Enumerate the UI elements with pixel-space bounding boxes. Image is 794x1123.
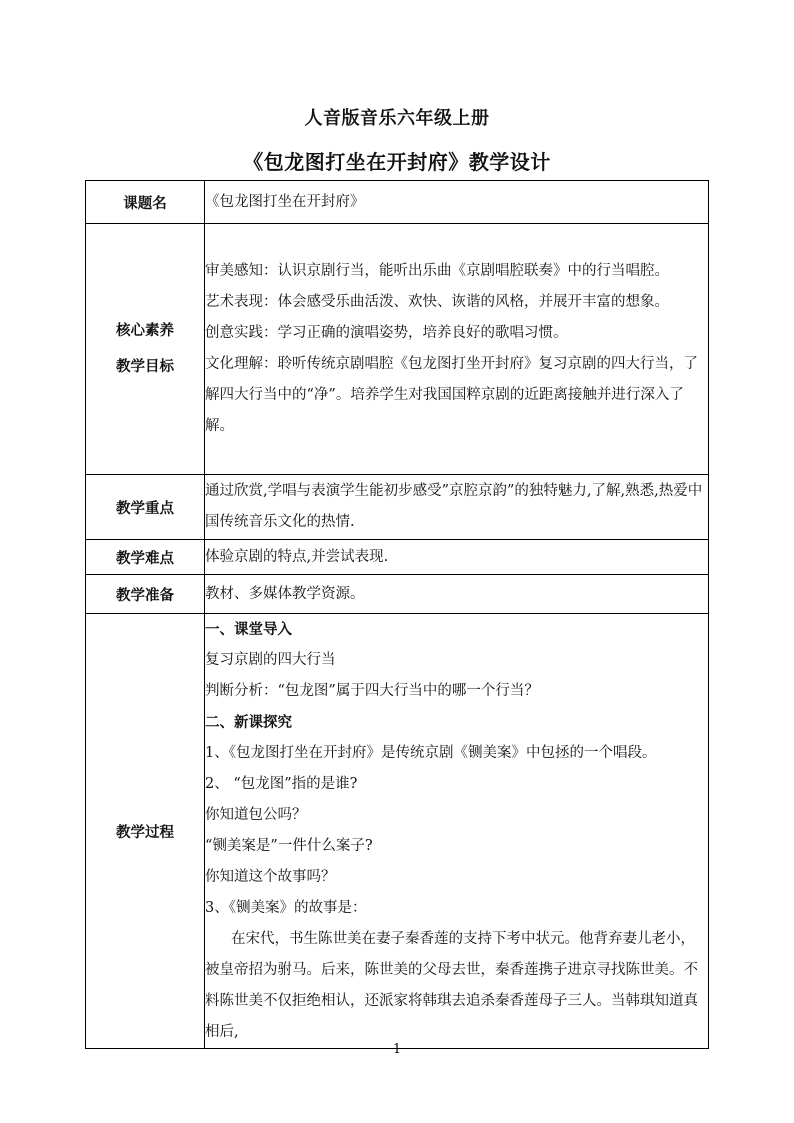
goals-label-line1: 核心素养 [116,322,174,339]
process-line: 判断分析：“包龙图”属于四大行当中的哪一个行当？ [205,683,539,699]
difficulty-label: 教学难点 [86,540,205,575]
process-line: 复习京剧的四大行当 [205,652,336,668]
preparation-value: 教材、多媒体教学资源。 [205,575,709,614]
table-row-difficulty [86,540,709,575]
process-story-paragraph: 在宋代，书生陈世美在妻子秦香莲的支持下考中状元。他背弃妻儿老小，被皇帝招为驸马。后来，陈世美的父母去世，秦香莲携子进京寻找陈世美。不料陈世美不仅拒绝相认，还派家将韩琪去追杀秦香莲母子三人。当韩琪知道真相后, [205,931,698,1040]
process-line: 2、 “包龙图”指的是谁? [205,776,358,792]
key-points-label: 教学重点 [86,475,205,540]
lesson-plan-table [85,180,709,1049]
table-row-process [86,614,709,1049]
table-row-key-points [86,475,709,540]
process-content [205,614,709,1049]
goals-content [205,224,709,475]
goals-label [86,224,205,475]
table-row-topic [86,181,709,224]
process-line: 你知道这个故事吗？ [205,869,336,885]
difficulty-value: 体验京剧的特点,并尝试表现. [205,540,709,575]
goal-creative: 创意实践：学习正确的演唱姿势，培养良好的歌唱习惯。 [205,325,568,341]
table-row-goals [86,224,709,475]
document-title-line2: 《包龙图打坐在开封府》教学设计 [243,150,551,174]
process-line: 3、《铡美案》的故事是： [205,900,367,916]
process-line: “铡美案是”一件什么案子? [205,838,373,854]
goal-culture: 文化理解：聆听传统京剧唱腔《包龙图打坐开封府》复习京剧的四大行当，了解四大行当中的“净”。培养学生对我国国粹京剧的近距离接触并进行深入了解。 [205,356,698,434]
goal-expression: 艺术表现：体会感受乐曲活泼、欢快、诙谐的风格，并展开丰富的想象。 [205,294,669,310]
table-row-preparation [86,575,709,614]
process-section-explore: 二、新课探究 [205,714,292,731]
process-section-intro: 一、课堂导入 [205,621,292,638]
document-title-line1: 人音版音乐六年级上册 [304,108,490,129]
process-line: 1、《包龙图打坐在开封府》是传统京剧《铡美案》中包拯的一个唱段。 [205,745,657,761]
topic-value: 《包龙图打坐在开封府》 [205,181,709,224]
process-label: 教学过程 [86,614,205,1049]
goals-label-line2: 教学目标 [116,358,174,375]
topic-label: 课题名 [86,181,205,224]
preparation-label: 教学准备 [86,575,205,614]
page-number: 1 [392,1042,402,1057]
process-line: 你知道包公吗？ [205,807,307,823]
goal-aesthetic: 审美感知：认识京剧行当，能听出乐曲《京剧唱腔联奏》中的行当唱腔。 [205,263,669,279]
key-points-value: 通过欣赏,学唱与表演学生能初步感受”京腔京韵”的独特魅力,了解,熟悉,热爱中国传统音乐文化的热情. [205,475,709,540]
